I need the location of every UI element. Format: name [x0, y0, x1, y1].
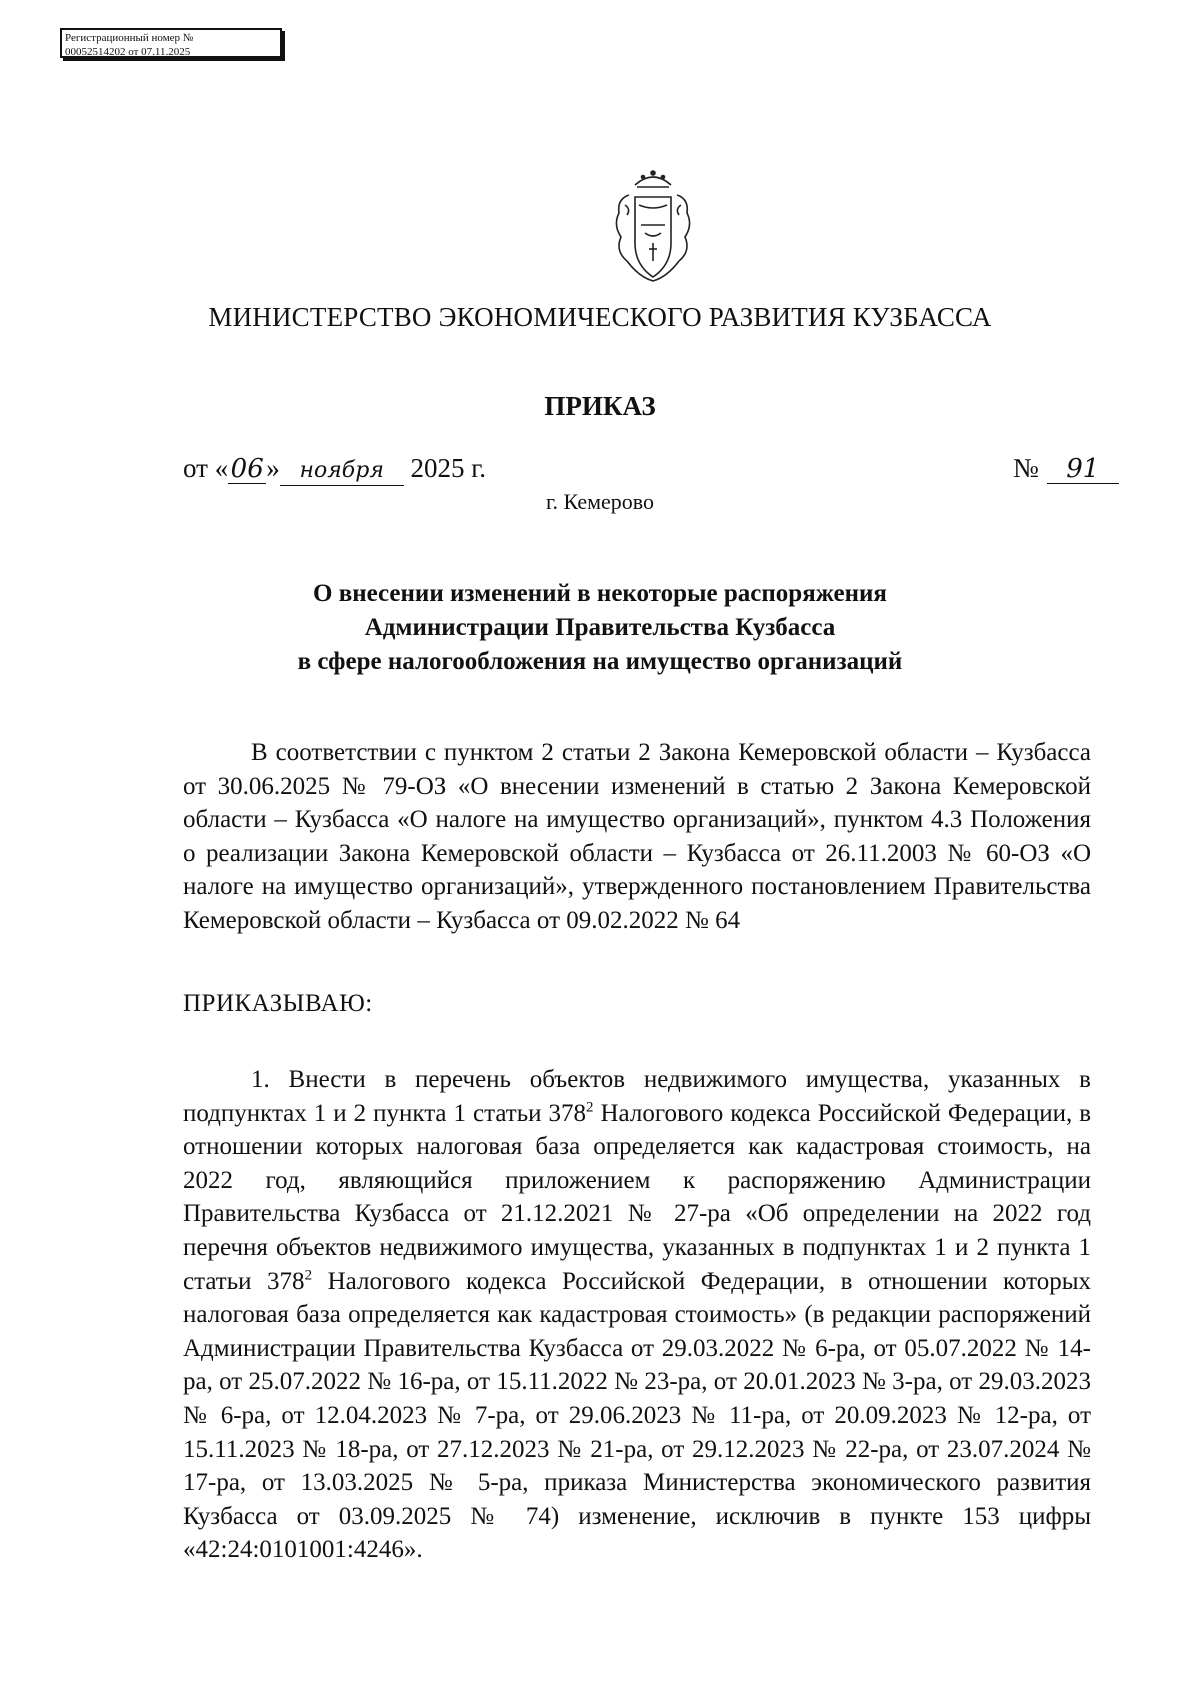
- registration-number-label: Регистрационный номер №: [65, 32, 194, 44]
- item-1-text-b: Налогового кодекса Российской Федерации, в отношении которых налоговая база определяется как кадастровая стоимость, на 2022 год, являющийся приложением к распоряжению Администрации Правительства Кузбасса от 21.12.2021 № 27-ра «Об определении на 2022 год перечня объектов недвижимого имущества, указанных в подпунктах 1 и 2 пункта 1 статьи 378: [183, 1099, 1091, 1295]
- coat-of-arms-icon: [605, 165, 701, 293]
- date-year: 2025 г.: [403, 453, 486, 483]
- item-1-superscript-1: 2: [585, 1099, 594, 1116]
- title-line-2: Администрации Правительства Кузбасса: [364, 614, 836, 641]
- date-quote-close: »: [266, 453, 280, 483]
- item-1-text-a: 1. Внести в перечень объектов недвижимого имущества, указанных в подпунктах 1 и 2 пункта 1 статьи 378: [183, 1066, 1091, 1127]
- city-name: г. Кемерово: [545, 489, 655, 514]
- item-1-paragraph: [183, 1063, 1091, 1567]
- item-1-text-c: Налогового кодекса Российской Федерации, в отношении которых налоговая база определяется как кадастровая стоимость» (в редакции распоряжений Администрации Правительства Кузбасса от 29.03.2022 № 6-ра, от 05.07.2022 № 14-ра, от 25.07.2022 № 16-ра, от 15.11.2022 № 23-ра, от 20.01.2023 № 3-ра, от 29.03.2023 № 6-ра, от 12.04.2023 № 7-ра, от 29.06.2023 № 11-ра, от 20.09.2023 № 12-ра, от 15.11.2023 № 18-ра, от 27.12.2023 № 21-ра, от 29.12.2023 № 22-ра, от 23.07.2024 № 17-ра, от 13.03.2025 № 5-ра, приказа Министерства экономического развития Кузбасса от 03.09.2025 № 74) изменение, исключив в пункте 153 цифры «42:24:0101001:4246».: [183, 1267, 1091, 1564]
- preamble-paragraph: В соответствии с пунктом 2 статьи 2 Закона Кемеровской области – Кузбасса от 30.06.2025 № 79-ОЗ «О внесении изменений в статью 2 Закона Кемеровской области – Кузбасса «О налоге на имущество организаций», пунктом 4.3 Положения о реализации Закона Кемеровской области – Кузбасса от 26.11.2003 № 60-ОЗ «О налоге на имущество организаций», утвержденного постановлением Правительства Кемеровской области – Кузбасса от 09.02.2022 № 64: [183, 739, 1091, 934]
- document-type: ПРИКАЗ: [544, 391, 656, 421]
- order-number: [1013, 453, 1119, 484]
- registration-number-value: 00052514202 от 07.11.2025: [65, 46, 191, 58]
- date-month-handwritten: ноября: [280, 457, 404, 486]
- number-handwritten: 91: [1047, 455, 1119, 484]
- number-sign: №: [1013, 453, 1039, 483]
- date-prefix: от «: [183, 453, 229, 483]
- ministry-name: МИНИСТЕРСТВО ЭКОНОМИЧЕСКОГО РАЗВИТИЯ КУЗБАССА: [208, 302, 992, 332]
- title-line-3: в сфере налогообложения на имущество организаций: [297, 648, 903, 675]
- document-title: [0, 577, 1200, 679]
- title-line-1: О внесении изменений в некоторые распоряжения: [313, 580, 887, 607]
- item-1-superscript-2: 2: [304, 1267, 313, 1284]
- order-date: [183, 453, 486, 486]
- date-day-handwritten: 06: [228, 455, 266, 484]
- command-heading: ПРИКАЗЫВАЮ:: [183, 990, 373, 1017]
- registration-stamp: [60, 28, 282, 58]
